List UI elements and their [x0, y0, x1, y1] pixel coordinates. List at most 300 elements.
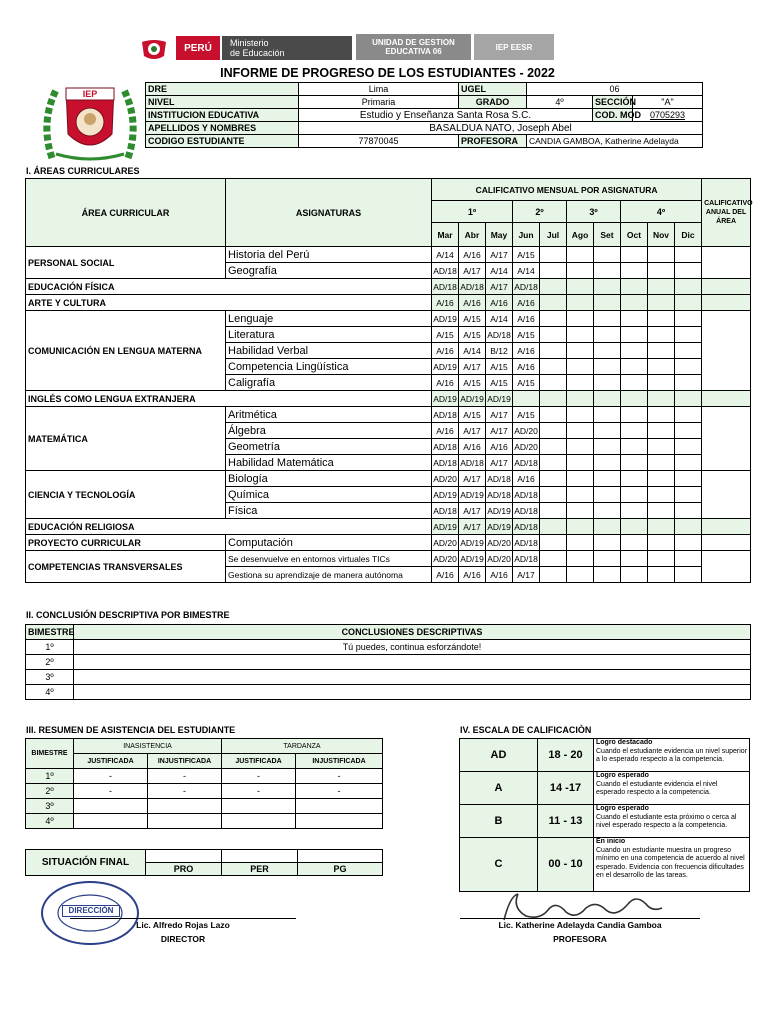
final-status-pro-box [146, 850, 222, 863]
attendance-bimester: 4º [26, 814, 74, 829]
grade-cell [594, 519, 621, 535]
grade-cell [675, 311, 702, 327]
attendance-value [296, 799, 383, 814]
grade-cell [648, 295, 675, 311]
attendance-value [222, 814, 296, 829]
grade-cell: AD/18 [513, 503, 540, 519]
grade-cell: A/15 [459, 407, 486, 423]
grade-cell [675, 359, 702, 375]
attendance-value: - [222, 769, 296, 784]
grade-cell [594, 455, 621, 471]
subject-name: Competencia Lingüística [226, 359, 432, 375]
grade-cell [621, 247, 648, 263]
col-annual-header: CALIFICATIVO ANUAL DEL ÁREA [702, 179, 751, 247]
grade-cell [540, 567, 567, 583]
conclusions-section-title: II. CONCLUSIÓN DESCRIPTIVA POR BIMESTRE [26, 610, 230, 620]
grade-cell [648, 279, 675, 295]
grade-cell [621, 439, 648, 455]
grade-cell [621, 295, 648, 311]
month-header: Jul [540, 223, 567, 247]
grade-cell: AD/19 [459, 487, 486, 503]
grade-cell: A/16 [513, 359, 540, 375]
grade-cell [648, 247, 675, 263]
teacher-name: Lic. Katherine Adelayda Candia Gamboa [498, 920, 662, 930]
conclusion-bimester: 3º [26, 670, 74, 685]
grade-cell: A/17 [486, 407, 513, 423]
scale-code: C [460, 838, 538, 892]
attendance-value: - [148, 784, 222, 799]
grade-cell: AD/20 [432, 551, 459, 567]
annual-grade-cell [702, 471, 751, 519]
grade-cell: A/15 [486, 359, 513, 375]
late-header: TARDANZA [222, 739, 383, 754]
final-status-label: SITUACIÓN FINAL [26, 850, 146, 876]
grade-cell [540, 391, 567, 407]
attendance-value [74, 799, 148, 814]
month-header: Mar [432, 223, 459, 247]
grade-cell [675, 455, 702, 471]
teacher-label: PROFESORA [459, 135, 527, 148]
attendance-bimester: 1º [26, 769, 74, 784]
grade-cell: A/15 [459, 375, 486, 391]
grade-cell: AD/18 [486, 327, 513, 343]
month-header: Oct [621, 223, 648, 247]
grade-cell [675, 247, 702, 263]
grade-cell: A/17 [459, 423, 486, 439]
ministry-banner [222, 36, 352, 60]
grade-cell: AD/18 [486, 471, 513, 487]
grade-cell: A/17 [459, 471, 486, 487]
grade-cell [540, 327, 567, 343]
final-status-pg-box [298, 850, 383, 863]
subject-name: Álgebra [226, 423, 432, 439]
grade-cell [621, 359, 648, 375]
grade-cell: A/16 [486, 439, 513, 455]
grade-cell [621, 279, 648, 295]
scale-range: 11 - 13 [538, 805, 594, 838]
attendance-value: - [74, 784, 148, 799]
grade-cell: AD/18 [486, 487, 513, 503]
grade-cell [594, 423, 621, 439]
grade-cell [648, 487, 675, 503]
grade-cell [621, 455, 648, 471]
grade-cell [540, 247, 567, 263]
scale-title: Logro destacado [596, 739, 653, 746]
month-header: Ago [567, 223, 594, 247]
grade-cell [594, 263, 621, 279]
grade-cell [621, 311, 648, 327]
grade-cell: A/14 [432, 247, 459, 263]
conclusions-bimester-header: BIMESTRE [26, 625, 74, 640]
grade-cell [621, 567, 648, 583]
annual-grade-cell [702, 551, 751, 583]
scale-description-cell [594, 805, 750, 838]
conclusion-bimester: 4º [26, 685, 74, 700]
grade-cell [594, 247, 621, 263]
grade-cell: A/17 [486, 455, 513, 471]
grade-cell: A/16 [432, 343, 459, 359]
grade-cell [648, 359, 675, 375]
grado-value: 4º [527, 96, 593, 109]
grade-cell [594, 535, 621, 551]
grade-cell: A/16 [486, 295, 513, 311]
grade-cell: AD/19 [486, 503, 513, 519]
grade-cell: AD/20 [513, 423, 540, 439]
scale-title: En inicio [596, 838, 626, 845]
grade-cell [621, 263, 648, 279]
grade-cell: A/15 [513, 407, 540, 423]
scale-range: 00 - 10 [538, 838, 594, 892]
attendance-value: - [148, 769, 222, 784]
grade-cell [567, 279, 594, 295]
area-name: PERSONAL SOCIAL [26, 247, 226, 279]
grade-cell: AD/19 [459, 535, 486, 551]
grade-cell [675, 439, 702, 455]
attendance-table [25, 738, 383, 829]
area-name: ARTE Y CULTURA [26, 295, 432, 311]
institution-value: Estudio y Enseñanza Santa Rosa S.C. [299, 109, 593, 122]
attendance-value [296, 814, 383, 829]
peru-emblem-icon [138, 38, 170, 62]
grade-cell [567, 503, 594, 519]
grade-cell [594, 343, 621, 359]
grade-cell: A/16 [459, 295, 486, 311]
grade-cell [648, 423, 675, 439]
grade-cell: A/16 [459, 439, 486, 455]
names-label: APELLIDOS Y NOMBRES [146, 122, 299, 135]
grade-cell [648, 551, 675, 567]
annual-grade-cell [702, 295, 751, 311]
grade-cell [621, 407, 648, 423]
grade-cell: AD/18 [432, 407, 459, 423]
conclusion-bimester: 2º [26, 655, 74, 670]
grade-cell [540, 439, 567, 455]
grade-cell [540, 375, 567, 391]
scale-description-cell [594, 739, 750, 772]
month-header: Jun [513, 223, 540, 247]
grade-cell [567, 311, 594, 327]
ugel-label: UGEL [459, 83, 527, 96]
subject-name: Química [226, 487, 432, 503]
grade-cell: A/16 [459, 567, 486, 583]
grade-cell [675, 551, 702, 567]
subject-name: Geografía [226, 263, 432, 279]
grade-cell: A/15 [459, 327, 486, 343]
grade-cell [621, 327, 648, 343]
school-logo [38, 78, 142, 164]
scale-description: Cuando un estudiante muestra un progreso mínimo en una competencia de acuerdo al nivel esperado. Evidencia con frecuencia dificultades en el desarrollo de las tareas. [596, 846, 745, 879]
ugel-value: 06 [527, 83, 703, 96]
ugel-banner [356, 34, 471, 60]
attendance-value: - [296, 784, 383, 799]
grade-cell: AD/18 [513, 487, 540, 503]
scale-code: B [460, 805, 538, 838]
grade-cell [594, 327, 621, 343]
grade-cell: AD/20 [486, 551, 513, 567]
grade-cell [648, 343, 675, 359]
student-code-label: CODIGO ESTUDIANTE [146, 135, 299, 148]
col-area-header: ÁREA CURRICULAR [26, 179, 226, 247]
grade-cell: A/17 [486, 279, 513, 295]
grade-cell [621, 487, 648, 503]
grade-cell: A/16 [513, 311, 540, 327]
grading-scale-table [459, 738, 750, 892]
seccion-label: SECCIÓN [593, 96, 633, 109]
final-status-pro: PRO [146, 863, 222, 876]
grade-cell [675, 279, 702, 295]
subject-name: Física [226, 503, 432, 519]
grade-cell [621, 423, 648, 439]
grade-cell [540, 455, 567, 471]
area-name: CIENCIA Y TECNOLOGÍA [26, 471, 226, 519]
names-value: BASALDUA NATO, Joseph Abel [299, 122, 703, 135]
grade-cell: A/15 [432, 327, 459, 343]
grade-cell [648, 535, 675, 551]
area-name: EDUCACIÓN RELIGIOSA [26, 519, 432, 535]
month-header: Nov [648, 223, 675, 247]
student-info-table [145, 82, 703, 148]
grade-cell [567, 359, 594, 375]
grade-cell: AD/18 [513, 455, 540, 471]
grade-cell [648, 311, 675, 327]
attendance-bimester-header: BIMESTRE [26, 739, 74, 769]
grade-cell: AD/19 [459, 391, 486, 407]
subject-name: Literatura [226, 327, 432, 343]
grade-cell [594, 487, 621, 503]
annual-grade-cell [702, 519, 751, 535]
attendance-value: - [222, 784, 296, 799]
attendance-value: - [296, 769, 383, 784]
grade-cell [567, 471, 594, 487]
grade-cell [675, 375, 702, 391]
grade-cell [675, 567, 702, 583]
grade-cell [675, 471, 702, 487]
annual-grade-cell [702, 247, 751, 279]
grade-cell [594, 359, 621, 375]
school-banner [474, 34, 554, 60]
grade-cell [567, 455, 594, 471]
grade-cell [621, 375, 648, 391]
attendance-value [74, 814, 148, 829]
stamp-label: DIRECCIÓN [62, 905, 120, 917]
grade-cell: A/17 [459, 263, 486, 279]
grade-cell [540, 503, 567, 519]
subject-name: Aritmética [226, 407, 432, 423]
grade-cell [594, 551, 621, 567]
grade-cell [648, 439, 675, 455]
grade-cell: A/14 [486, 263, 513, 279]
annual-grade-cell [702, 311, 751, 391]
grade-cell [540, 279, 567, 295]
scale-range: 14 -17 [538, 772, 594, 805]
grade-cell: AD/18 [513, 279, 540, 295]
scale-description: Cuando el estudiante esta próximo o cerca al nivel esperado respecto a la competencia. [596, 813, 737, 829]
annual-grade-cell [702, 279, 751, 295]
grade-cell: AD/19 [432, 519, 459, 535]
absence-header: INASISTENCIA [74, 739, 222, 754]
scale-code: A [460, 772, 538, 805]
grade-cell [594, 311, 621, 327]
grade-cell: AD/18 [459, 279, 486, 295]
grade-cell: A/15 [513, 247, 540, 263]
attendance-value [148, 814, 222, 829]
grade-cell: B/12 [486, 343, 513, 359]
codmod-label: COD. MOD [593, 109, 633, 122]
grade-cell [621, 343, 648, 359]
grade-cell [675, 487, 702, 503]
grade-cell [567, 343, 594, 359]
conclusion-text [74, 670, 751, 685]
subject-name: Caligrafía [226, 375, 432, 391]
area-name: MATEMÁTICA [26, 407, 226, 471]
grade-cell: A/16 [513, 295, 540, 311]
director-signature-line [70, 918, 296, 919]
grade-cell [648, 503, 675, 519]
grade-cell [567, 327, 594, 343]
bimester-1-header: 1º [432, 201, 513, 223]
logo-label: IEP [82, 89, 98, 99]
grade-cell [540, 311, 567, 327]
grade-cell [567, 423, 594, 439]
grade-cell: AD/18 [432, 279, 459, 295]
grade-cell [540, 535, 567, 551]
grade-cell [621, 519, 648, 535]
grade-cell [675, 519, 702, 535]
scale-title: Logro esperado [596, 772, 649, 779]
ugel-banner-line2: EDUCATIVA 06 [385, 47, 442, 56]
grade-cell: A/16 [513, 343, 540, 359]
grade-cell: A/17 [486, 247, 513, 263]
grade-cell: AD/19 [459, 551, 486, 567]
grade-cell [648, 519, 675, 535]
grade-cell: AD/19 [432, 487, 459, 503]
grade-cell: AD/19 [486, 391, 513, 407]
peru-label: PERÚ [184, 42, 212, 54]
attendance-value [148, 799, 222, 814]
col-subjects-header: ASIGNATURAS [226, 179, 432, 247]
grade-cell [540, 423, 567, 439]
grade-cell [675, 423, 702, 439]
grade-cell: A/16 [432, 375, 459, 391]
grade-cell: A/16 [432, 567, 459, 583]
grade-cell [540, 471, 567, 487]
grade-cell [513, 391, 540, 407]
grade-cell [648, 455, 675, 471]
conclusions-text-header: CONCLUSIONES DESCRIPTIVAS [74, 625, 751, 640]
grade-cell: A/16 [486, 567, 513, 583]
grade-cell [621, 535, 648, 551]
grade-cell [540, 263, 567, 279]
grade-cell [648, 263, 675, 279]
grade-cell [621, 551, 648, 567]
grade-cell: A/14 [513, 263, 540, 279]
scale-title: Logro esperado [596, 805, 649, 812]
area-name: COMUNICACIÓN EN LENGUA MATERNA [26, 311, 226, 391]
grade-cell: AD/19 [432, 391, 459, 407]
grade-cell [567, 375, 594, 391]
grade-cell: AD/18 [513, 551, 540, 567]
grade-cell: A/17 [486, 423, 513, 439]
peru-brand [176, 36, 220, 60]
grade-cell [675, 503, 702, 519]
teacher-value: CANDIA GAMBOA, Katherine Adelayda [527, 135, 703, 148]
attendance-section-title: III. RESUMEN DE ASISTENCIA DEL ESTUDIANTE [26, 725, 236, 735]
grade-cell [540, 487, 567, 503]
grade-cell [567, 535, 594, 551]
grade-cell: AD/19 [486, 519, 513, 535]
grade-cell: AD/18 [432, 439, 459, 455]
attendance-value [222, 799, 296, 814]
grade-cell [648, 407, 675, 423]
areas-table [25, 178, 751, 583]
area-name: PROYECTO CURRICULAR [26, 535, 226, 551]
grade-cell: AD/18 [459, 455, 486, 471]
bimester-4-header: 4º [621, 201, 702, 223]
dre-value: Lima [299, 83, 459, 96]
subject-name: Habilidad Verbal [226, 343, 432, 359]
grade-cell: A/16 [459, 247, 486, 263]
subject-name: Habilidad Matemática [226, 455, 432, 471]
grade-cell [594, 279, 621, 295]
scale-range: 18 - 20 [538, 739, 594, 772]
grade-cell [594, 439, 621, 455]
director-name: Lic. Alfredo Rojas Lazo [136, 920, 230, 930]
grade-cell [540, 295, 567, 311]
grade-cell [540, 551, 567, 567]
scale-description-cell [594, 772, 750, 805]
final-status-per-box [222, 850, 298, 863]
scale-description: Cuando el estudiante evidencia un nivel superior a lo esperado respecto a la competencia. [596, 747, 747, 763]
absence-unjustified-header: INJUSTIFICADA [148, 754, 222, 769]
grade-cell [540, 407, 567, 423]
ministry-line2: de Educación [230, 48, 285, 58]
page-title: INFORME DE PROGRESO DE LOS ESTUDIANTES - 2022 [220, 66, 555, 80]
late-unjustified-header: INJUSTIFICADA [296, 754, 383, 769]
grade-cell: AD/19 [432, 359, 459, 375]
subject-name: Gestiona su aprendizaje de manera autónoma [226, 567, 432, 583]
grade-cell: AD/18 [432, 503, 459, 519]
subject-name: Lenguaje [226, 311, 432, 327]
grade-cell [567, 487, 594, 503]
grade-cell: AD/20 [432, 535, 459, 551]
grade-cell [648, 327, 675, 343]
student-code-value: 77870045 [299, 135, 459, 148]
grade-cell: AD/18 [513, 535, 540, 551]
grade-cell [567, 263, 594, 279]
grade-cell [567, 295, 594, 311]
nivel-value: Primaria [299, 96, 459, 109]
grade-cell: A/17 [459, 359, 486, 375]
bimester-3-header: 3º [567, 201, 621, 223]
scale-section-title: IV. ESCALA DE CALIFICACIÒN [460, 725, 592, 735]
grade-cell [567, 247, 594, 263]
attendance-value: - [74, 769, 148, 784]
grade-cell [621, 471, 648, 487]
conclusion-bimester: 1º [26, 640, 74, 655]
area-name: COMPETENCIAS TRANSVERSALES [26, 551, 226, 583]
ministry-line1: Ministerio [230, 38, 269, 48]
grade-cell [675, 407, 702, 423]
grade-cell [594, 567, 621, 583]
grade-cell: A/17 [459, 519, 486, 535]
conclusion-text [74, 685, 751, 700]
grade-cell: A/15 [513, 375, 540, 391]
conclusion-text [74, 655, 751, 670]
grade-cell [648, 375, 675, 391]
dre-label: DRE [146, 83, 299, 96]
grade-cell: A/17 [513, 567, 540, 583]
grade-cell [540, 359, 567, 375]
